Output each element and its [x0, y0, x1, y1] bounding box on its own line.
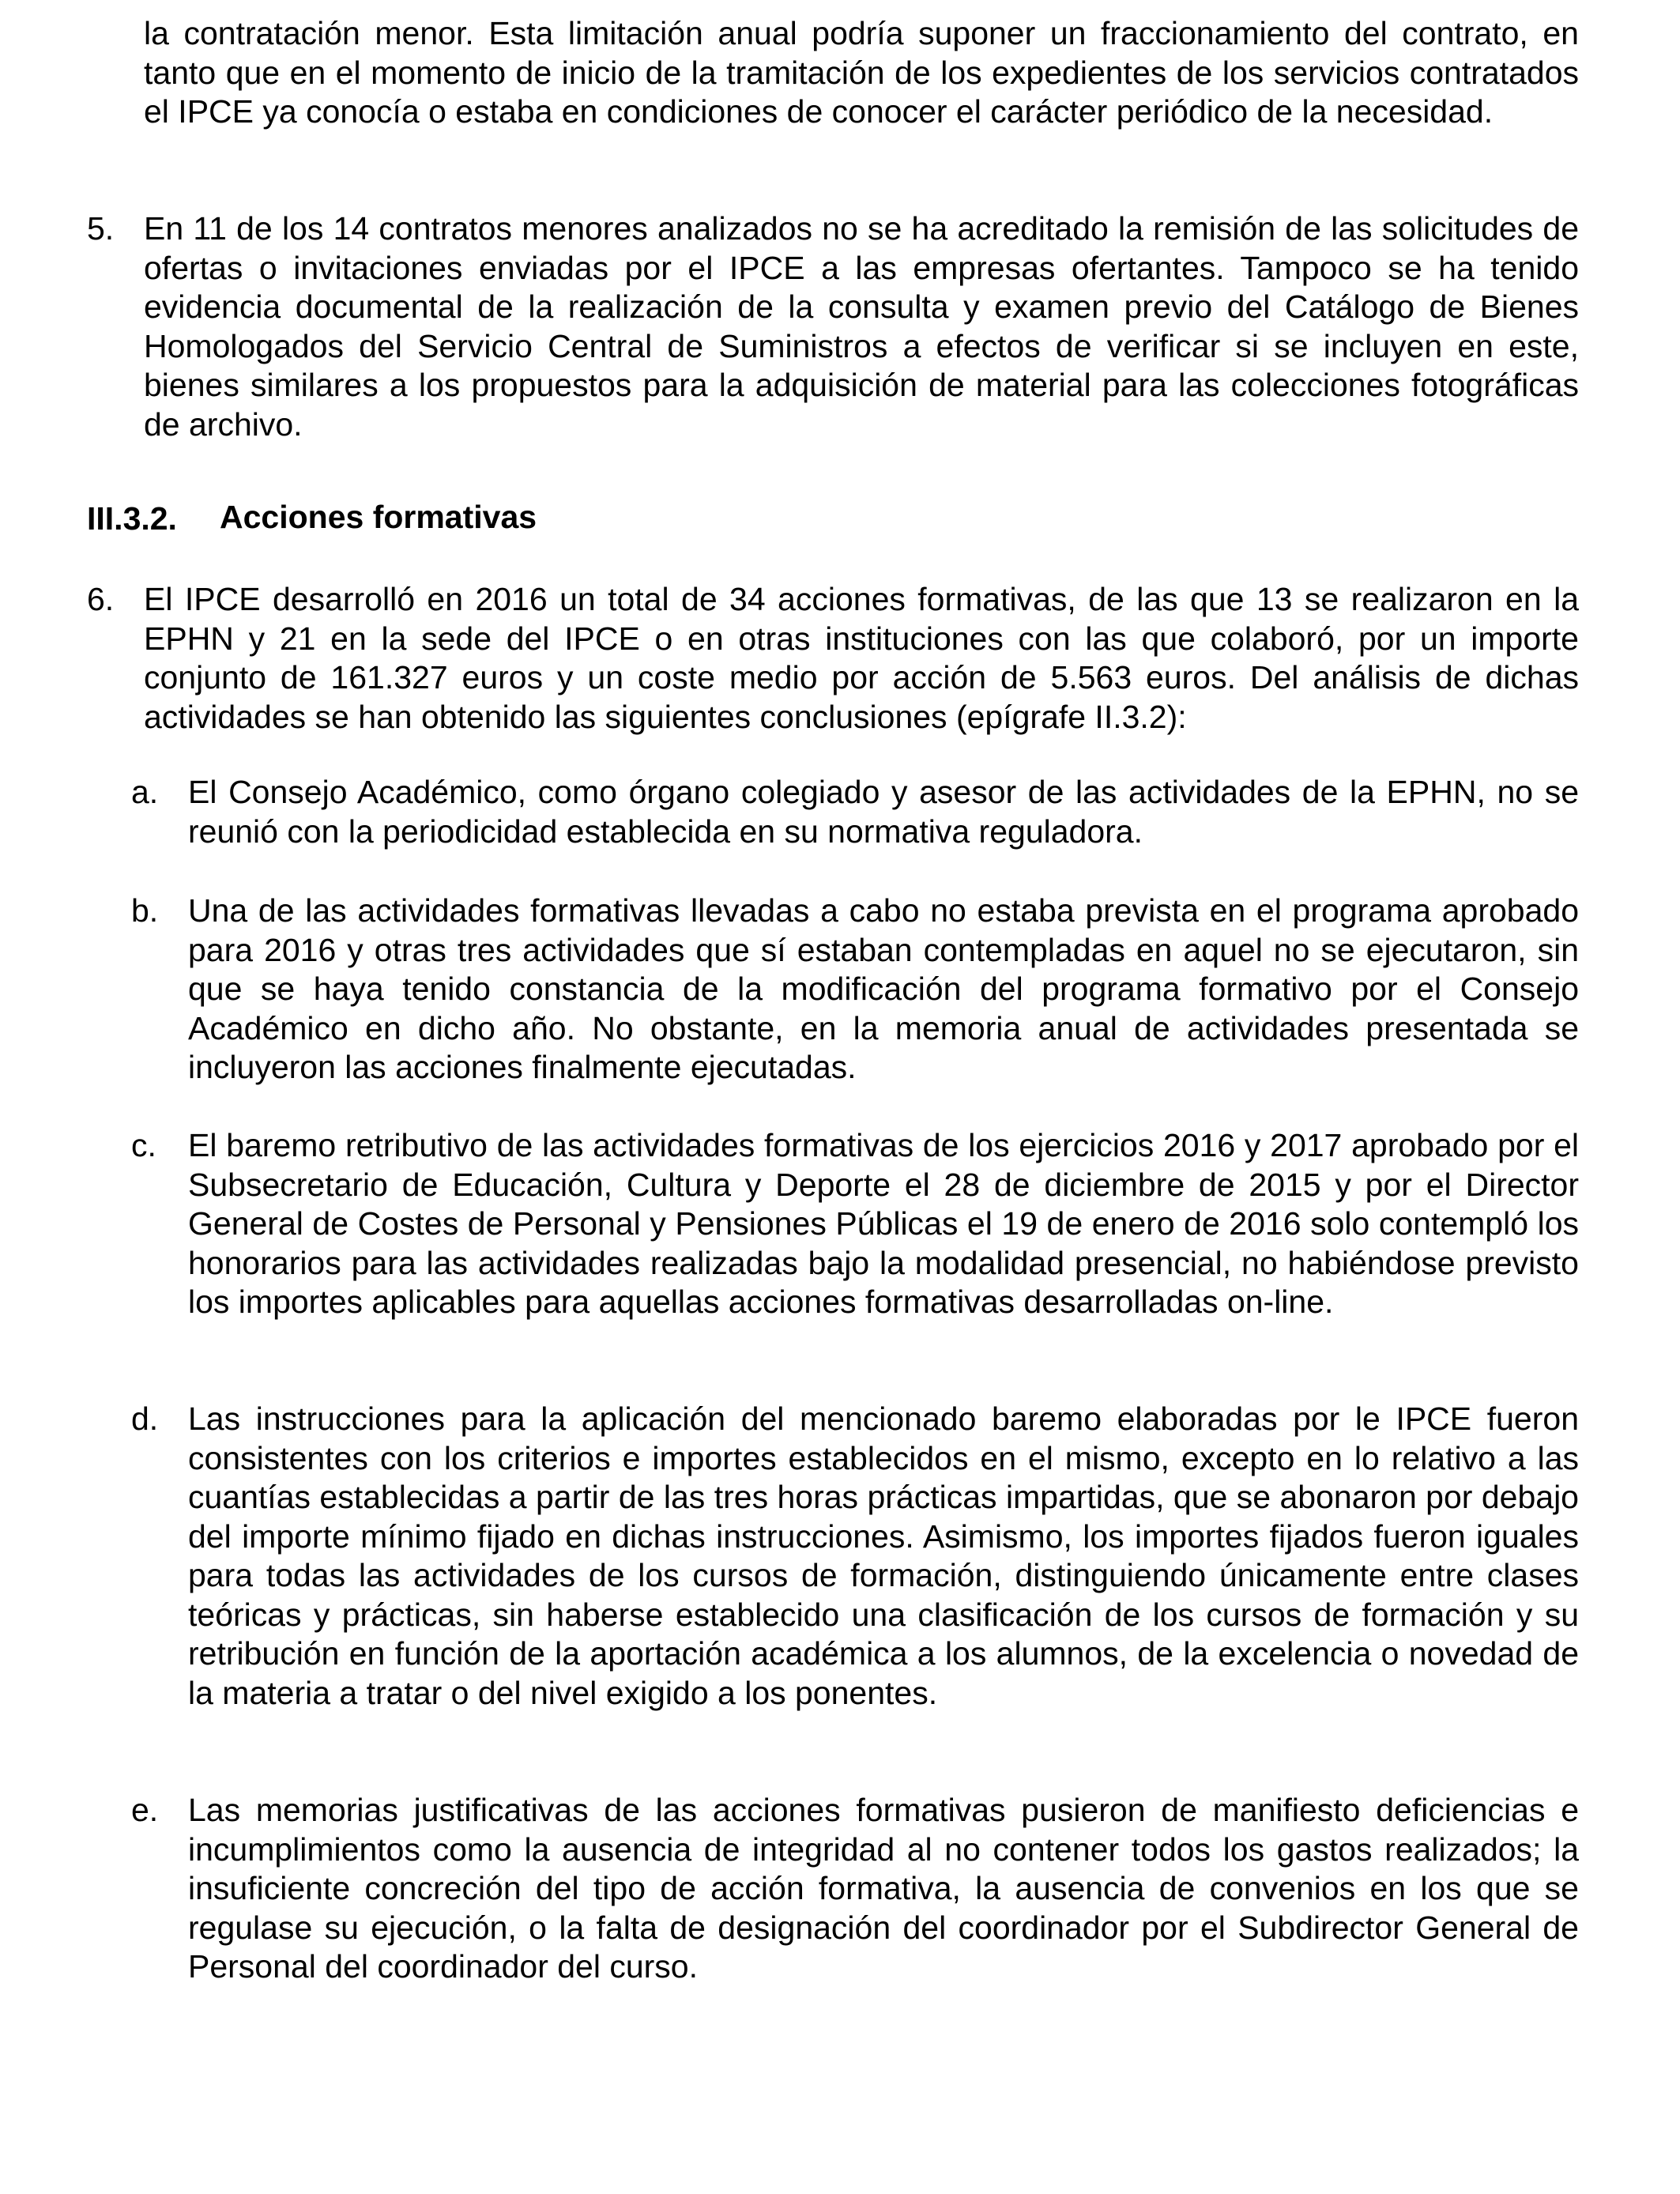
subitem-b-paragraph: Una de las actividades formativas llevadas a cabo no estaba prevista en el programa aprobado para 2016 y otras tres actividades que sí estaban contempladas en aquel no se ejecutaron, sin que se haya tenido constancia de la modificación del programa formativo por el Consejo Académico en dicho año. No obstante, en la memoria anual de actividades presentada se incluyeron las acciones finalmente ejecutadas.: [188, 892, 1579, 1085]
item-6-number: 6.: [87, 581, 115, 617]
continuation-paragraph: la contratación menor. Esta limitación anual podría suponer un fraccionamiento del contrato, en tanto que en el momento de inicio de la tramitación de los expedientes de los servicios contratados el IPCE ya conocía o estaba en condiciones de conocer el carácter periódico de la necesidad.: [144, 15, 1579, 130]
subitem-b-letter: b.: [131, 892, 159, 929]
subitem-e-paragraph: Las memorias justificativas de las acciones formativas pusieron de manifiesto deficiencias e incumplimientos como la ausencia de integridad al no contener todos los gastos realizados; la insuficiente concreción del tipo de acción formativa, la ausencia de convenios en los que se regulase su ejecución, o la falta de designación del coordinador por el Subdirector General de Personal del coordinador del curso.: [188, 1792, 1579, 1985]
subitem-d-letter: d.: [131, 1400, 159, 1437]
item-5-paragraph: En 11 de los 14 contratos menores analizados no se ha acreditado la remisión de las solicitudes de ofertas o invitaciones enviadas por el IPCE a las empresas ofertantes. Tampoco se ha tenido evidencia documental de la realización de la consulta y examen previo del Catálogo de Bienes Homologados del Servicio Central de Suministros a efectos de verificar si se incluyen en este, bienes similares a los propuestos para la adquisición de material para las colecciones fotográficas de archivo.: [144, 210, 1579, 443]
item-5-number: 5.: [87, 210, 115, 247]
section-title: Acciones formativas: [220, 499, 537, 535]
subitem-d-paragraph: Las instrucciones para la aplicación del mencionado baremo elaboradas por le IPCE fueron consistentes con los criterios e importes establecidos en el mismo, excepto en lo relativo a las cuantías establecidas a partir de las tres horas prácticas impartidas, que se abonaron por debajo del importe mínimo fijado en dichas instrucciones. Asimismo, los importes fijados fueron iguales para todas las actividades de los cursos de formación, distinguiendo únicamente entre clases teóricas y prácticas, sin haberse establecido una clasificación de los cursos de formación y su retribución en función de la aportación académica a los alumnos, de la excelencia o novedad de la materia a tratar o del nivel exigido a los ponentes.: [188, 1400, 1579, 1711]
section-number: III.3.2.: [87, 500, 177, 537]
subitem-c-paragraph: El baremo retributivo de las actividades formativas de los ejercicios 2016 y 2017 aprobado por el Subsecretario de Educación, Cultura y Deporte el 28 de diciembre de 2015 y por el Director General de Costes de Personal y Pensiones Públicas el 19 de enero de 2016 solo contempló los honorarios para las actividades realizadas bajo la modalidad presencial, no habiéndose previsto los importes aplicables para aquellas acciones formativas desarrolladas on-line.: [188, 1127, 1579, 1320]
item-6-paragraph: El IPCE desarrolló en 2016 un total de 34 acciones formativas, de las que 13 se realizaron en la EPHN y 21 en la sede del IPCE o en otras instituciones con las que colaboró, por un importe conjunto de 161.327 euros y un coste medio por acción de 5.563 euros. Del análisis de dichas actividades se han obtenido las siguientes conclusiones (epígrafe II.3.2):: [144, 581, 1579, 735]
subitem-e-letter: e.: [131, 1792, 159, 1828]
subitem-c-letter: c.: [131, 1127, 156, 1163]
subitem-a-paragraph: El Consejo Académico, como órgano colegiado y asesor de las actividades de la EPHN, no se reunió con la periodicidad establecida en su normativa reguladora.: [188, 774, 1579, 850]
subitem-a-letter: a.: [131, 774, 159, 810]
